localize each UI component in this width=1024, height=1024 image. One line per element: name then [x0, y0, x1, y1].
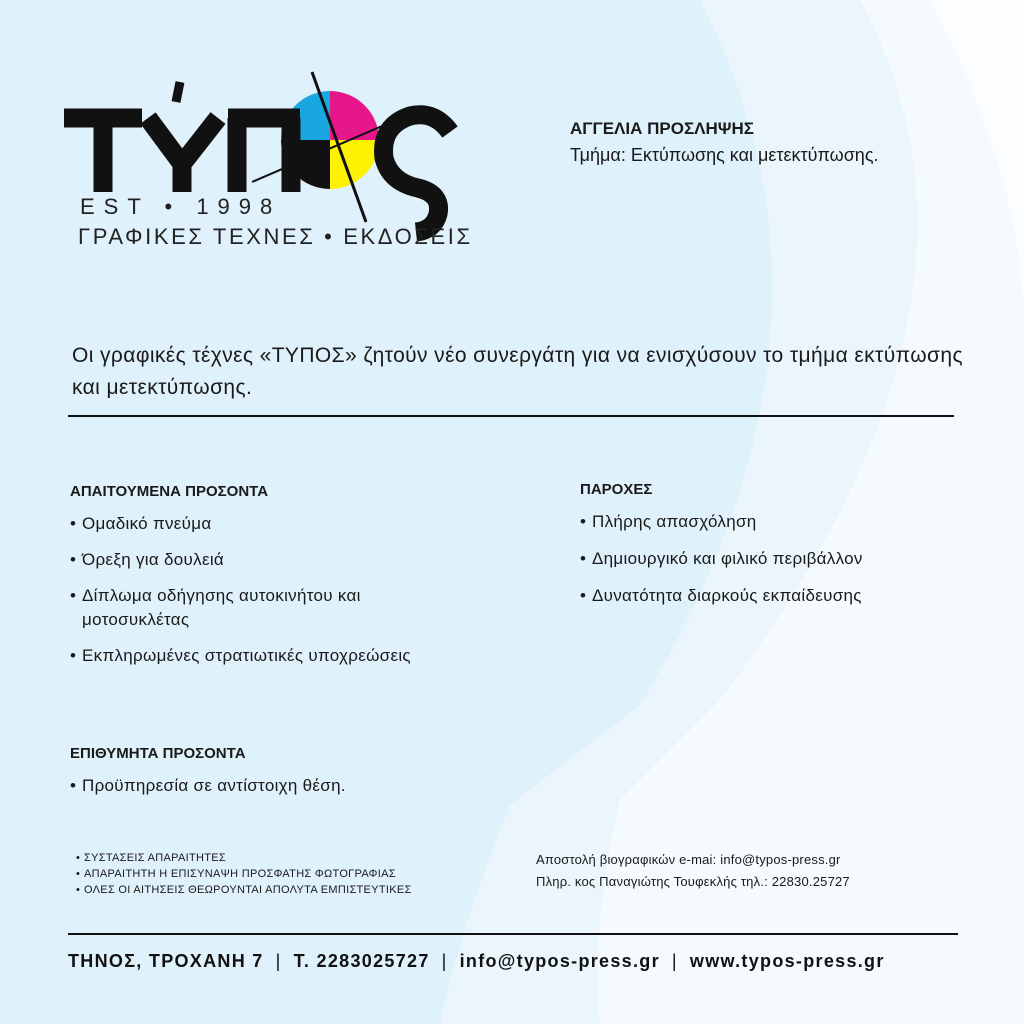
bullet: •: [70, 514, 77, 533]
list-item: [70, 644, 510, 668]
list-item: [70, 548, 510, 572]
ad-header: [570, 118, 879, 168]
bullet: •: [580, 512, 587, 531]
footer-phone[interactable]: Τ. 2283025727: [293, 951, 430, 971]
list-item-text: Εκπληρωμένες στρατιωτικές υποχρεώσεις: [82, 646, 411, 665]
list-item-text: Δημιουργικό και φιλικό περιβάλλον: [592, 549, 863, 568]
bullet: •: [70, 646, 77, 665]
benefits-title: ΠΑΡΟΧΕΣ: [580, 481, 653, 498]
notes-section: [76, 850, 536, 898]
bullet: •: [580, 586, 587, 605]
list-item-text: Δυνατότητα διαρκούς εκπαίδευσης: [592, 586, 862, 605]
list-item: [580, 510, 1000, 534]
intro-text: Οι γραφικές τέχνες «ΤΥΠΟΣ» ζητούν νέο συνεργάτη για να ενισχύσουν το τμήμα εκτύπωσης και μετεκτύπωσης.: [72, 344, 963, 399]
divider-top: [68, 415, 954, 417]
divider-bottom: [68, 933, 958, 935]
bullet: •: [70, 586, 77, 605]
notes-list: [76, 850, 536, 898]
list-item-text: Ομαδικό πνεύμα: [82, 514, 212, 533]
benefits-section: [580, 480, 1000, 608]
requirements-list: [70, 512, 510, 668]
list-item: [70, 584, 422, 632]
bullet: •: [76, 868, 81, 880]
note-text: ΣΥΣΤΑΣΕΙΣ ΑΠΑΡΑΙΤΗΤΕΣ: [84, 852, 226, 864]
logo-est: EST • 1998: [80, 194, 282, 219]
logo-subtitle: ΓΡΑΦΙΚΕΣ ΤΕΧΝΕΣ • ΕΚΔΟΣΕΙΣ: [78, 224, 473, 249]
bullet: •: [70, 776, 77, 795]
ad-department: Τμήμα: Εκτύπωσης και μετεκτύπωσης.: [570, 145, 879, 165]
contact-email-line: Αποστολή βιογραφικών e-mai: info@typos-press.gr: [536, 852, 841, 867]
list-item: [70, 512, 510, 536]
bullet: •: [76, 852, 81, 864]
list-item-text: Όρεξη για δουλειά: [82, 550, 225, 569]
separator: |: [441, 951, 448, 971]
note-text: ΑΠΑΡΑΙΤΗΤΗ Η ΕΠΙΣΥΝΑΨΗ ΠΡΟΣΦΑΤΗΣ ΦΩΤΟΓΡΑΦΙΑΣ: [84, 868, 396, 880]
ad-title: ΑΓΓΕΛΙΑ ΠΡΟΣΛΗΨΗΣ: [570, 119, 755, 138]
requirements-section: [70, 482, 510, 668]
list-item-text: Πλήρης απασχόληση: [592, 512, 757, 531]
footer-address: ΤΗΝΟΣ, ΤΡΟΧΑΝΗ 7: [68, 951, 264, 971]
desired-title: ΕΠΙΘΥΜΗΤΑ ΠΡΟΣΟΝΤΑ: [70, 745, 246, 762]
footer-website-link[interactable]: www.typos-press.gr: [689, 951, 885, 971]
bullet: •: [580, 549, 587, 568]
requirements-title: ΑΠΑΙΤΟΥΜΕΝΑ ΠΡΟΣΟΝΤΑ: [70, 483, 269, 500]
list-item: [580, 584, 1000, 608]
footer: [68, 948, 960, 974]
list-item-text: Δίπλωμα οδήγησης αυτοκινήτου και μοτοσυκλέτας: [82, 586, 361, 629]
note-item: [76, 866, 536, 882]
desired-list: [70, 774, 510, 798]
bullet: •: [70, 550, 77, 569]
footer-email-link[interactable]: info@typos-press.gr: [459, 951, 660, 971]
list-item-text: Προϋπηρεσία σε αντίστοιχη θέση.: [82, 776, 346, 795]
desired-section: [70, 744, 510, 798]
note-text: ΟΛΕΣ ΟΙ ΑΙΤΗΣΕΙΣ ΘΕΩΡΟΥΝΤΑΙ ΑΠΟΛΥΤΑ ΕΜΠΙΣΤΕΥΤΙΚΕΣ: [84, 884, 412, 896]
benefits-list: [580, 510, 1000, 608]
note-item: [76, 882, 536, 898]
list-item: [580, 547, 1000, 571]
separator: |: [275, 951, 282, 971]
note-item: [76, 850, 536, 866]
contact-section: [536, 849, 956, 893]
contact-phone-line: Πληρ. κος Παναγιώτης Τουφεκλής τηλ.: 22830.25727: [536, 874, 850, 889]
bullet: •: [76, 884, 81, 896]
separator: |: [671, 951, 678, 971]
typos-logo: [62, 70, 482, 260]
list-item: [70, 774, 510, 798]
